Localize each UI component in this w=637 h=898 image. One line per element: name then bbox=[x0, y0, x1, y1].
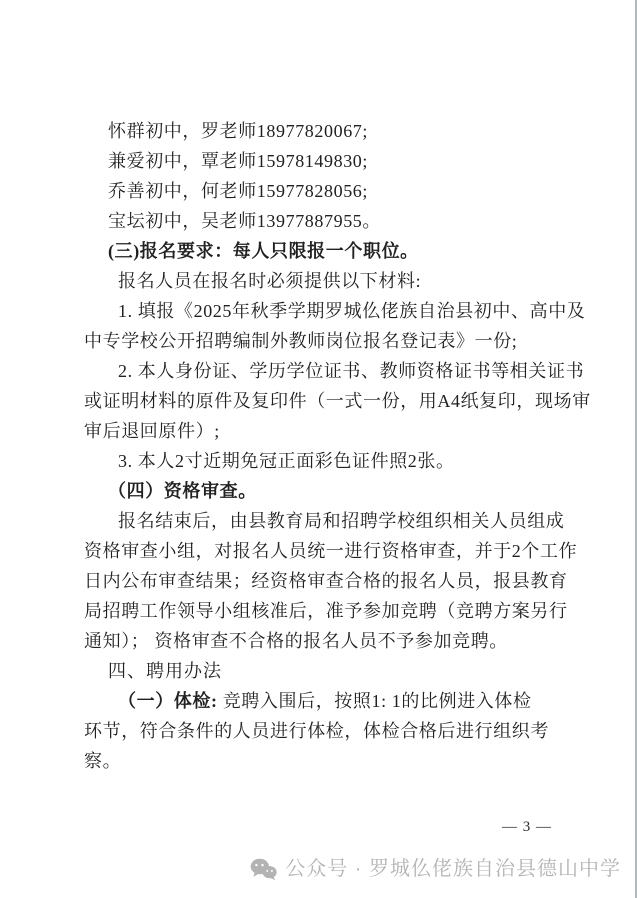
text-segment: 宝坛初中，吴老师13977887955。 bbox=[108, 211, 381, 231]
text-line bbox=[84, 296, 586, 326]
text-segment: 报名结束后，由县教育局和招聘学校组织相关人员组成 bbox=[118, 511, 565, 531]
text-segment-bold: （一）体检: bbox=[118, 691, 218, 711]
text-line bbox=[84, 266, 570, 296]
text-segment-bold: （四）资格审查。 bbox=[108, 481, 257, 501]
text-segment: 察。 bbox=[84, 751, 122, 771]
text-line bbox=[84, 386, 591, 416]
text-segment: 通知）； 资格审查不合格的报名人员不予参加竞聘。 bbox=[84, 631, 508, 651]
text-segment: 怀群初中，罗老师18977820067; bbox=[108, 121, 368, 141]
text-line bbox=[84, 476, 570, 506]
text-segment: 竞聘入围后，按照1: 1的比例进入体检 bbox=[217, 691, 532, 711]
text-segment: 乔善初中，何老师15977828056; bbox=[108, 181, 368, 201]
text-segment: 兼爱初中，覃老师15978149830; bbox=[108, 151, 368, 171]
footer-watermark bbox=[250, 856, 621, 882]
text-line bbox=[84, 356, 585, 386]
text-line bbox=[84, 656, 570, 686]
text-segment: 1. 填报《2025年秋季学期罗城仫佬族自治县初中、高中及 bbox=[118, 301, 586, 321]
text-segment: 局招聘工作领导小组核准后，准予参加竞聘（竞聘方案另行 bbox=[84, 601, 568, 621]
text-line bbox=[84, 566, 570, 596]
footer-watermark-label: 公众号 · 罗城仫佬族自治县德山中学 bbox=[285, 858, 621, 880]
text-line bbox=[84, 236, 570, 266]
text-line bbox=[84, 146, 570, 176]
text-line bbox=[84, 746, 570, 776]
text-segment: 日内公布审查结果；经资格审查合格的报名人员，报县教育 bbox=[84, 571, 568, 591]
wechat-icon bbox=[250, 858, 277, 881]
text-line bbox=[84, 716, 570, 746]
text-segment: 四、聘用办法 bbox=[108, 661, 222, 681]
text-segment: 审后退回原件）; bbox=[84, 421, 220, 441]
text-line bbox=[84, 326, 570, 356]
text-line bbox=[84, 176, 570, 206]
text-line bbox=[84, 116, 570, 146]
text-segment: 2. 本人身份证、学历学位证书、教师资格证书等相关证书 bbox=[118, 361, 585, 381]
text-line bbox=[84, 446, 570, 476]
text-segment: 环节，符合条件的人员进行体检，体检合格后进行组织考 bbox=[84, 721, 549, 741]
text-segment: 报名人员在报名时必须提供以下材料: bbox=[118, 271, 422, 291]
text-line bbox=[84, 686, 570, 716]
text-segment: 或证明材料的原件及复印件（一式一份，用A4纸复印，现场审 bbox=[84, 391, 591, 411]
text-segment: 中专学校公开招聘编制外教师岗位报名登记表》一份; bbox=[84, 331, 518, 351]
text-segment: 资格审查小组，对报名人员统一进行资格审查，并于2个工作 bbox=[84, 541, 578, 561]
text-segment: 3. 本人2寸近期免冠正面彩色证件照2张。 bbox=[118, 451, 455, 471]
text-line bbox=[84, 596, 570, 626]
text-line bbox=[84, 416, 570, 446]
text-line bbox=[84, 626, 570, 656]
text-line bbox=[84, 206, 570, 236]
text-segment-bold: (三)报名要求：每人只限报一个职位。 bbox=[108, 241, 419, 261]
text-line bbox=[84, 536, 578, 566]
page-number: — 3 — bbox=[502, 819, 552, 835]
text-line bbox=[84, 506, 570, 536]
document-lines bbox=[84, 116, 591, 776]
